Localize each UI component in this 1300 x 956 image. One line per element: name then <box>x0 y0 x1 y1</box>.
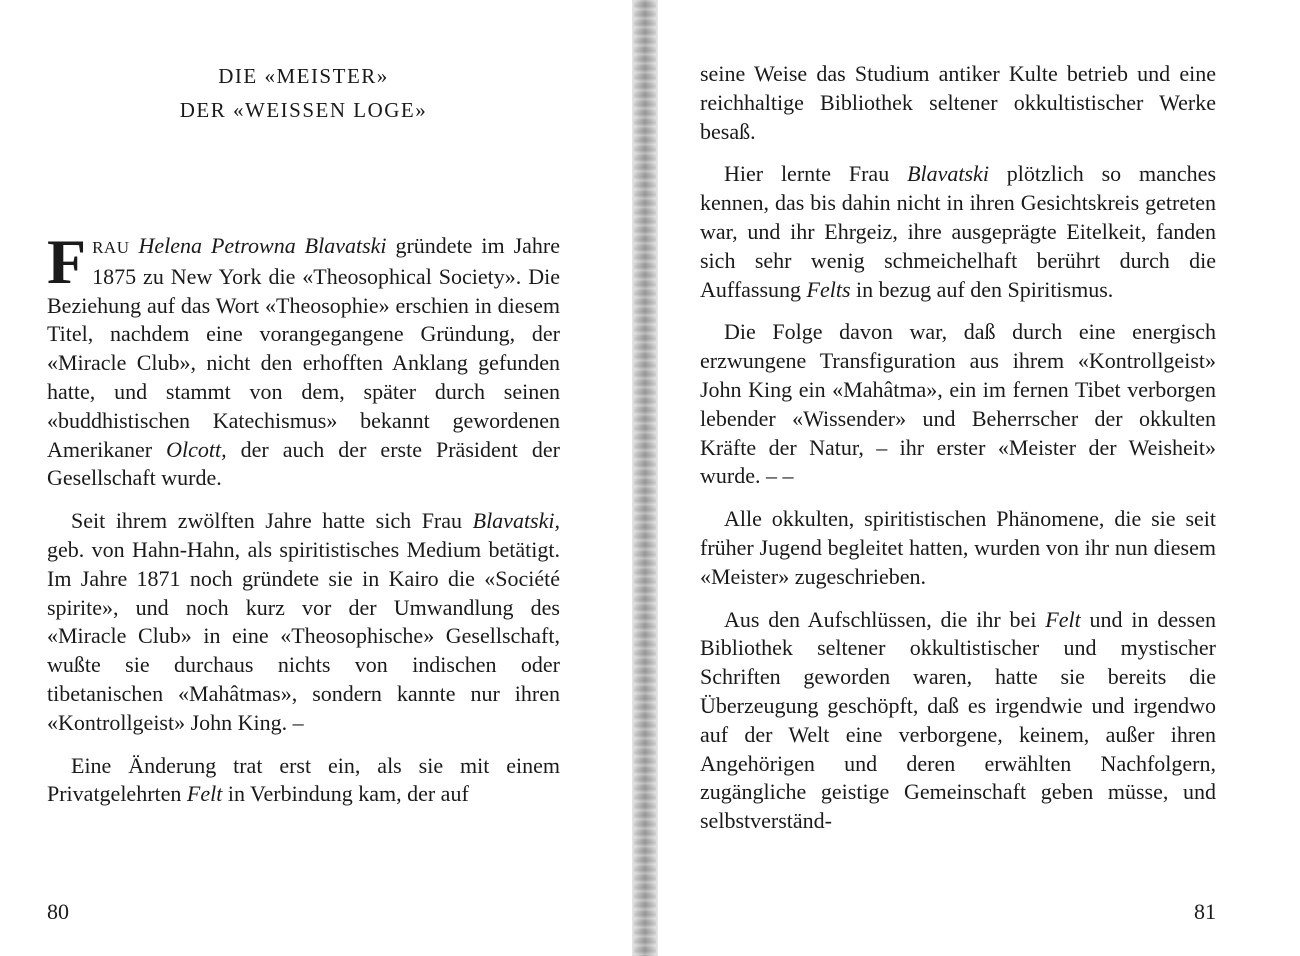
text-segment: seine Weise das Studium antiker Kulte betrieb und eine reichhaltige Bibliothek seltener okkultistischer Werke besaß. <box>700 61 1216 144</box>
chapter-title-line-1: DIE «MEISTER» <box>218 64 389 88</box>
text-segment: Aus den Aufschlüssen, die ihr bei <box>724 606 1046 632</box>
text-segment: Seit ihrem zwölften Jahre hatte sich Frau <box>71 508 473 534</box>
text-segment: in bezug auf den Spiritismus. <box>850 276 1114 302</box>
text-segment: Hier lernte Frau <box>724 161 908 187</box>
paragraph <box>700 505 1216 591</box>
text-segment: in Verbindung kam, der auf <box>222 781 469 807</box>
drop-cap: F <box>47 226 87 297</box>
paragraph <box>700 606 1216 836</box>
italic-segment: Felt <box>186 781 223 807</box>
page-number-left: 80 <box>47 899 69 924</box>
paragraph <box>700 160 1216 304</box>
paragraph <box>47 226 561 493</box>
italic-segment: Blavatski, <box>472 508 560 534</box>
page-number-right: 81 <box>1194 899 1216 924</box>
text-segment: plötzlich so manches kennen, das bis dahin nicht in ihren Gesichtskreis getreten war, und ihr Ehrgeiz, ihre ausgeprägte Eitelkeit, fanden sich sehr wenig schmeichelhaft berührt durch die Auffassung <box>700 161 1216 302</box>
italic-segment: Olcott, <box>166 436 227 462</box>
text-segment: Eine Änderung trat erst ein, als sie mit einem Privatgelehrten <box>47 752 560 807</box>
paragraph <box>47 752 560 810</box>
chapter-title <box>47 59 560 127</box>
italic-segment: Helena Petrowna Blavatski <box>138 233 387 258</box>
italic-segment: Felts <box>806 276 851 302</box>
text-segment: Alle okkulten, spiritistischen Phänomene, die sie seit früher Jugend begleitet hatten, wurden von ihr nun diesem «Meister» zugeschrieben. <box>700 506 1216 589</box>
left-page-text <box>47 226 561 823</box>
paragraph <box>700 318 1216 491</box>
right-page-text <box>700 60 1216 850</box>
text-segment: gründete im Jahre 1875 zu New York die «Theosophical Society». Die Beziehung auf das Wort «Theosophie» erschien in diesem Titel, nachdem eine vorangegangene Gründung, der «Miracle Club», nicht den erhofften Anklang gefunden hatte, und stammt von dem, später durch seinen «buddhistischen Katechismus» bekannt gewordenen Amerikaner <box>47 233 561 462</box>
paragraph <box>47 507 560 737</box>
italic-segment: Blavatski <box>907 161 989 187</box>
text-segment: und in dessen Bibliothek seltener okkultistischer und mystischer Schriften geworden waren, hatte sie bereits die Überzeugung geschöpft, daß es irgendwie und irgendwo auf der Welt eine verborgene, keinem, außer ihren Angehörigen und deren erwählten Nachfolgern, zugängliche geistige Gemeinschaft geben müsse, und selbstverständ- <box>700 606 1217 834</box>
left-page <box>0 0 632 956</box>
text-segment: der auch der erste Präsident der Gesellschaft wurde. <box>47 436 560 491</box>
text-segment: geb. von Hahn-Hahn, als spiritistisches Medium betätigt. Im Jahre 1871 noch gründete sie in Kairo die «Société spirite», und noch kurz vor der Umwandlung des «Miracle Club» in eine «Theosophische» Gesellschaft, wußte sie durchaus nichts von indischen oder tibetanischen «Mahâtmas», sondern kannte nur ihren «Kontrollgeist» John King. – <box>47 536 560 735</box>
italic-segment: Felt <box>1045 606 1081 632</box>
gutter-shadow <box>634 0 656 956</box>
chapter-title-line-2: DER «WEISSEN LOGE» <box>179 98 428 122</box>
text-segment: Die Folge davon war, daß durch eine energisch erzwungene Transfiguration aus ihrem «Kontrollgeist» John King ein «Mahâtma», ein im fernen Tibet verborgen lebender «Wissender» und Beherrscher der okkulten Kräfte der Natur, – ihr erster «Meister der Weisheit» wurde. – – <box>700 319 1216 489</box>
small-caps-lead: RAU <box>92 238 130 257</box>
paragraph <box>700 60 1216 146</box>
